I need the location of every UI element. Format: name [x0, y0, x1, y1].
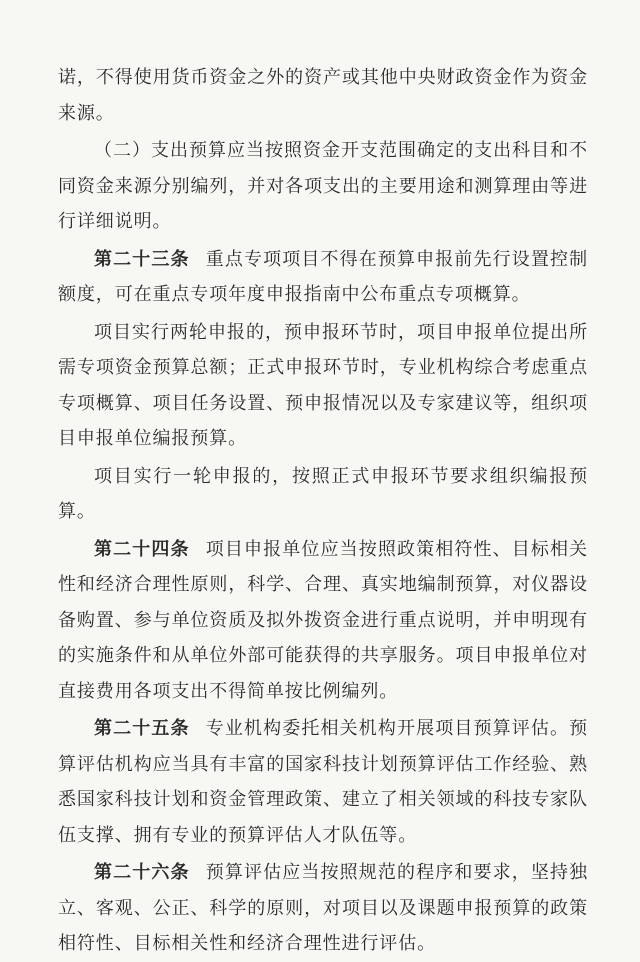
article-25-heading: 第二十五条	[94, 718, 190, 739]
article-26-body: 预算评估应当按照规范的程序和要求，坚持独立、客观、公正、科学的原则，对项目以及课题申报预算的政策相符性、目标相关性和经济合理性进行评估。	[58, 862, 589, 954]
article-23-body: 重点专项项目不得在预算申报前先行设置控制额度，可在重点专项年度申报指南中公布重点专项概算。	[58, 248, 589, 305]
article-24	[58, 532, 588, 710]
paragraph-one-round-application: 项目实行一轮申报的，按照正式申报环节要求组织编报预算。	[58, 465, 588, 522]
paragraph-continuation: 诺，不得使用货币资金之外的资产或其他中央财政资金作为资金来源。	[58, 67, 588, 124]
paragraph-expenditure-budget: （二）支出预算应当按照资金开支范围确定的支出科目和不同资金来源分别编列，并对各项支出的主要用途和测算理由等进行详细说明。	[58, 140, 588, 232]
article-25-body: 专业机构委托相关机构开展项目预算评估。预算评估机构应当具有丰富的国家科技计划预算评估工作经验、熟悉国家科技计划和资金管理政策、建立了相关领域的科技专家队伍支撑、拥有专业的预算评估人才队伍等。	[58, 718, 589, 846]
article-25	[58, 711, 588, 853]
article-23-heading: 第二十三条	[94, 248, 190, 270]
article-23	[58, 242, 588, 313]
article-26	[58, 855, 588, 962]
article-24-heading: 第二十四条	[94, 538, 190, 560]
paragraph-two-round-application: 项目实行两轮申报的，预申报环节时，项目申报单位提出所需专项资金预算总额；正式申报环节时，专业机构综合考虑重点专项概算、项目任务设置、预申报情况以及专家建议等，组织项目申报单位编报预算。	[58, 321, 588, 449]
article-24-body: 项目申报单位应当按照政策相符性、目标相关性和经济合理性原则，科学、合理、真实地编制预算，对仪器设备购置、参与单位资质及拟外拨资金进行重点说明，并申明现有的实施条件和从单位外部可能获得的共享服务。项目申报单位对直接费用各项支出不得简单按比例编列。	[58, 538, 589, 702]
article-26-heading: 第二十六条	[94, 862, 190, 883]
